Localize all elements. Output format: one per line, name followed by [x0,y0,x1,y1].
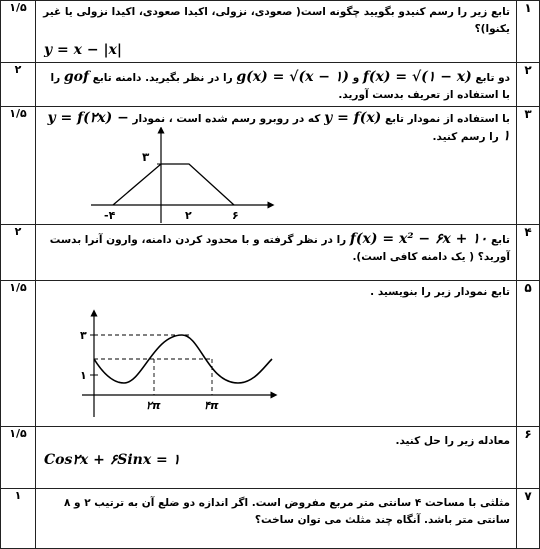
question-cell [36,1,517,63]
text-part: که در روبرو رسم شده است ، نمودار [132,113,321,125]
function-curve [113,164,234,205]
score-cell: ۲ [1,225,36,281]
question-cell [36,281,517,427]
question-row-6 [1,427,540,489]
text-part: را با استفاده از تعریف بدست آورید. [50,72,510,101]
question-row-3 [1,107,540,225]
question-text: تابع زیر را رسم کنیدو بگویید چگونه است( صعودی، نزولی، اکیدا صعودی، اکیدا نزولی یا غیر یکنوا)؟ [43,6,510,35]
formula-y2: y = f(۲x) − ۱ [47,110,510,144]
text-part: دو تابع [475,72,510,84]
question-equation: Cos۲x + ۶Sinx = ۱ [44,452,181,468]
score-cell: ۲ [1,63,36,107]
y-tick-label: ۱ [80,369,87,382]
question-equation: y = x − |x| [44,42,122,58]
text-part: را در نظر گرفته و با محدود کردن دامنه، وارون آنرا بدست آورید؟ ( یک دامنه کافی است). [49,234,510,263]
score-cell: ۱/۵ [1,281,36,427]
score-cell: ۱/۵ [1,1,36,63]
question-cell [36,225,517,281]
text-part: را در نظر بگیرید. دامنه تابع [92,72,233,84]
formula-g: g(x) = √(x − ۱) [236,69,350,85]
formula-f: f(x) = x² − ۶x + ۱۰ [349,231,488,247]
formula-y: y = f(x) [324,110,382,126]
question-text: مثلثی با مساحت ۴ سانتی متر مربع مفروض است. اگر اندازه دو ضلع آن به ترتیب ۲ و ۸ سانتی متر باشد. آنگاه چند مثلث می توان ساخت؟ [63,497,510,526]
question-cell [36,489,517,549]
graph-wave [42,309,282,419]
score-cell: ۱/۵ [1,427,36,489]
score-cell: ۱/۵ [1,107,36,225]
question-text [36,63,516,104]
x-tick-label: -۴ [104,209,116,222]
question-text: تابع نمودار زیر را بنویسید . [370,286,510,298]
question-text: معادله زیر را حل کنید. [395,435,510,447]
question-number: ۵ [517,281,540,427]
question-text [36,225,516,266]
text-part: با استفاده از نمودار تابع [384,113,510,125]
x-tick-label: ۶ [232,209,239,222]
question-row-4 [1,225,540,281]
question-cell [36,107,517,225]
y-tick-label: ۳ [80,329,87,342]
question-number: ۴ [517,225,540,281]
function-curve [94,335,272,383]
question-cell [36,427,517,489]
score-cell: ۱ [1,489,36,549]
graph-trapezoid [86,127,276,225]
question-row-2 [1,63,540,107]
text-part: را رسم کنید. [432,131,499,143]
question-number: ۶ [517,427,540,489]
x-tick-label: ۲π [146,399,161,412]
x-tick-label: ۲ [185,209,192,222]
question-number: ۳ [517,107,540,225]
question-row-7 [1,489,540,549]
formula-gof: gof [63,69,89,85]
formula-f: f(x) = √(۱ − x) [362,69,472,85]
question-row-1 [1,1,540,63]
question-row-5 [1,281,540,427]
question-number: ۱ [517,1,540,63]
text-part: و [352,72,360,84]
x-tick-label: ۴π [204,399,219,412]
text-part: تابع [490,234,510,246]
question-number: ۷ [517,489,540,549]
question-number: ۲ [517,63,540,107]
question-cell [36,63,517,107]
y-tick-label: ۳ [142,150,150,164]
